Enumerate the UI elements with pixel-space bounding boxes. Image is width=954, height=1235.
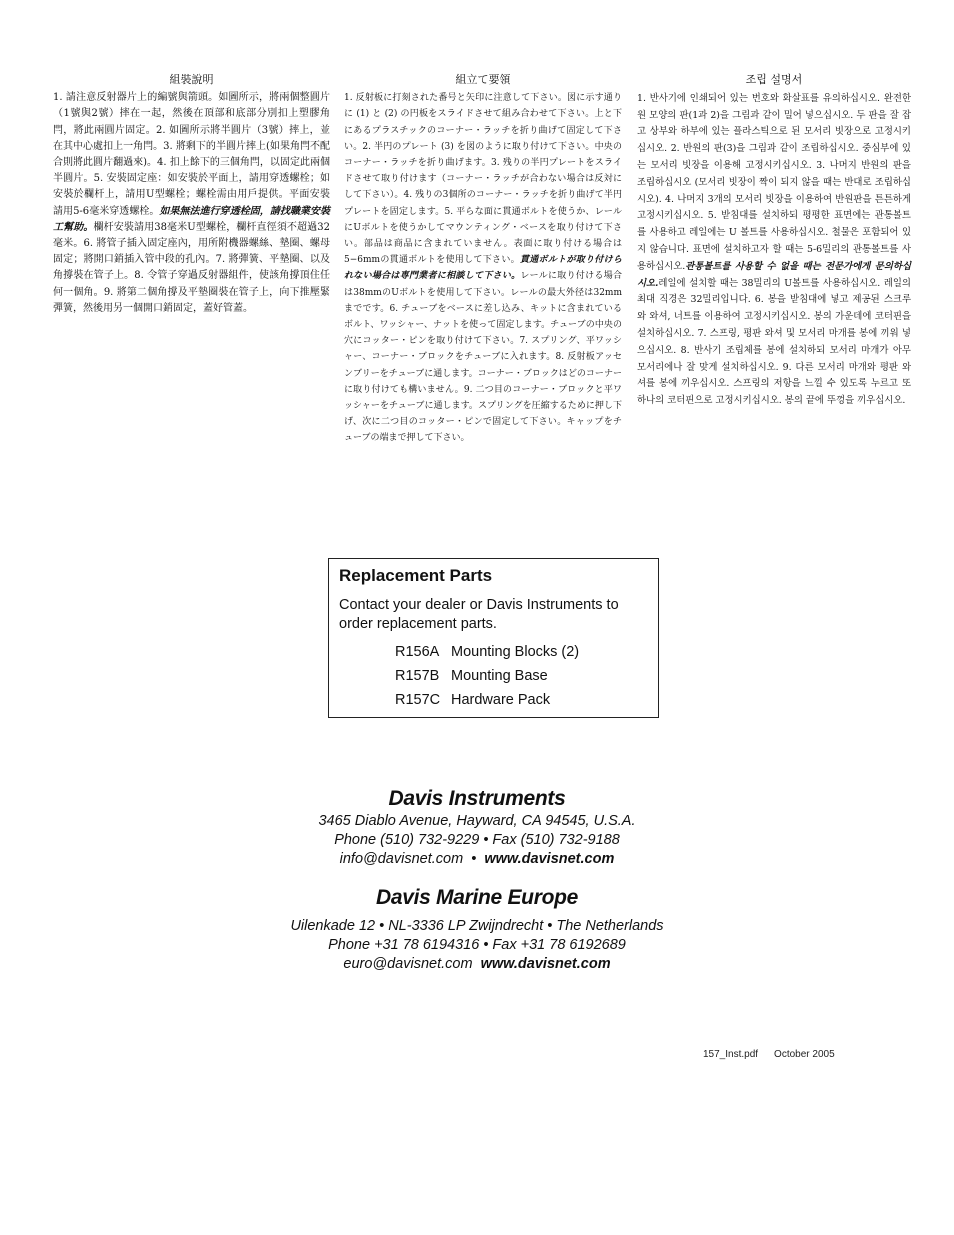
davis-eu-email-web [0,955,954,974]
chinese-instructions [53,72,330,317]
replacement-parts-title: Replacement Parts [339,566,493,585]
japanese-instructions [344,72,622,447]
part-item [395,664,648,688]
footer-file: 157_Inst.pdf [703,1049,759,1060]
footer-date: October 2005 [774,1049,835,1060]
part-code: R157B [395,668,440,684]
chinese-text-emphasis: 如果無法進行穿透栓固，請找職業安裝工幫助。 [53,205,331,233]
japanese-text-emphasis: 貫通ボルトが取り付けられない場合は専門業者に相談して下さい。 [344,255,622,282]
part-name: Hardware Pack [451,692,551,708]
replacement-parts-intro: Contact your dealer or Davis Instruments to order replacement parts. [339,597,619,632]
part-name: Mounting Base [451,668,548,684]
davis-us-contact [0,786,954,869]
japanese-title: 組立て要領 [455,73,511,86]
part-name: Mounting Blocks (2) [451,644,580,660]
document-footer [703,1049,835,1060]
japanese-text-main: 1. 反射板に打刻された番号と矢印に注意して下さい。図に示す通りに (1) と (2) の円板をスライドさせて組み合わせて下さい。上と下にあるプラスチックのコーナー・ラッチを折り曲げて固定して下さい。2. 半円のプレート (3) を図のように取り付けて下さい。中央のコーナー・ラッチを折り曲げます。3. 残りの半円プレートをスライドさせて取り付けます（コーナー・ラッチが合わない場合は反対にして下さい）。4. 残りの3個所のコーナー・ラッチを折り曲げて半円プレートを固定します。5. 平らな面に貫通ボルトを使うか、レールにUボルトを使うかしてマウンティング・ベースを取り付けて下さい。部品は商品に含まれていません。表面に取り付ける場合は5−6mmの貫通ボルトを使用して下さい。 [344,93,622,266]
korean-instructions [637,72,911,410]
davis-eu-name: Davis Marine Europe [375,886,579,909]
korean-text-tail: 레일에 설치할 때는 38밀리의 U볼트를 사용하십시오. 레일의 최대 직경은 32밀리입니다. 6. 봉을 받침대에 넣고 제공된 스크루와 와셔, 너트를 이용하여 고정시키십시오. 봉의 가운데에 코터핀을 설치하십시오. 7. 스프링, 평판 와셔 및 모서리 마개를 봉에 끼워 넣으십시오. 8. 반사기 조립체를 봉에 설치하되 모서리 마개가 아무 모서리에나 잘 맞게 설치하십시오. 9. 다른 모서리 마개와 평판 와셔를 봉에 끼우십시오. 스프링의 저항을 느낄 수 있도록 누르고 또 하나의 코터핀으로 고정시키십시오. 봉의 끝에 뚜껑을 끼우십시오. [637,277,911,407]
davis-us-web[interactable]: www.davisnet.com [484,851,615,867]
davis-us-name: Davis Instruments [388,787,566,810]
replacement-parts-box [328,558,659,718]
part-code: R156A [395,644,440,660]
chinese-text-tail: 欄杆安裝請用38毫米U型螺栓，欄杆直徑須不超過32毫米。6. 將管子插入固定座內，用所附機器螺絲、墊圈、螺母固定；將開口銷插入管中段的孔內。7. 將彈簧、平墊圈、以及角撐裝在管子上。8. 令管子穿過反射器組件，使該角撐頂住任何一個角。9. 將第二個角撐及平墊圈裝在管子上，向下推壓緊彈簧，然後用另一個開口銷固定，蓋好管蓋。 [53,221,330,314]
chinese-text [53,90,330,317]
davis-us-separator: • [471,851,477,867]
chinese-title: 組裝說明 [169,73,214,86]
davis-us-email-web [0,850,954,869]
korean-text [637,91,911,410]
davis-us-email[interactable]: info@davisnet.com [339,851,464,867]
replacement-parts-list [339,640,648,712]
part-item [395,640,648,664]
davis-eu-address: Uilenkade 12 • NL-3336 LP Zwijndrecht • The Netherlands [290,918,664,934]
japanese-text [344,90,622,446]
korean-text-main: 1. 반사기에 인쇄되어 있는 번호와 화살표를 유의하십시오. 완전한 원 모양의 판(1과 2)을 그림과 같이 밀어 넣으십시오. 두 판을 잘 잡고 상부와 하부에 있는 플라스틱으로 된 모서리 빗장으로 고정시키십시오. 2. 반원의 판(3)을 그림과 같이 조립하십시오. 중심부에 있는 모서리 빗장을 이용해 고정시키십시오. 3. 나머지 반원의 판을 조립하십시오 (모서리 빗장이 짝이 되지 않을 때는 반대로 조립하십시오). 4. 나머지 3개의 모서리 빗장을 이용하여 반원판을 튼튼하게 고정시키십시오. 5. 받침대를 설치하되 평평한 표면에는 관통볼트를 사용하고 레일에는 U 볼트를 사용하십시오. 철물은 포함되어 있지 않습니다. 표면에 설치하고자 할 때는 5-6밀리의 관통볼트를 사용하십시오. [637,92,911,272]
part-item [395,688,648,712]
davis-us-phone-fax: Phone (510) 732-9229 • Fax (510) 732-9188 [334,832,620,848]
part-code: R157C [395,692,441,708]
davis-eu-web[interactable]: www.davisnet.com [480,956,611,972]
davis-us-address: 3465 Diablo Avenue, Hayward, CA 94545, U.S.A. [318,813,636,829]
chinese-text-main: 1. 請注意反射器片上的編號與箭頭。如圖所示，將兩個整圓片（1號與2號）摔在一起，然後在頂部和底部分別扣上塑膠角閂，將此兩圓片固定。2. 如圖所示將半圓片（3號）摔上，並在其中心處扣上一角閂。3. 將剩下的半圓片摔上(如果角閂不配合則將此圓片翻過來)。4. 扣上餘下的三個角閂，以固定此兩個半圓片。5. 安裝固定座：如安裝於平面上，請用穿透螺栓；如安裝於欄杆上，請用U型螺栓；螺栓需由用戶提供。平面安裝請用5-6毫米穿透螺栓。 [53,92,330,217]
davis-eu-phone-fax: Phone +31 78 6194316 • Fax +31 78 6192689 [328,937,626,953]
davis-eu-email[interactable]: euro@davisnet.com [343,956,473,972]
japanese-text-tail: レールに取り付ける場合は38mmのUボルトを使用して下さい。レールの最大外径は32mmまでです。6. チューブをベースに差し込み、キットに含まれているボルト、ワッシャー、ナットを使って固定します。チューブの中央の穴にコッター・ピンを取り付けて下さい。7. スプリング、平ワッシャー、コーナー・ブロックをチューブに入れます。8. 反射板アッセンブリーをチューブに通します。コーナー・ブロックはどのコーナーに取り付けても構いません。9. 二つ目のコーナー・ブロックと平ワッシャーをチューブに通します。スプリングを圧縮するために押し下げ、次に二つ目のコッター・ピンで固定して下さい。キャップをチューブの端まで押して下さい。 [344,271,622,444]
davis-eu-contact [0,885,954,974]
korean-title: 조립 설명서 [745,73,803,86]
korean-text-emphasis: 관통볼트를 사용할 수 없을 때는 전문가에게 문의하십시오. [637,260,911,289]
